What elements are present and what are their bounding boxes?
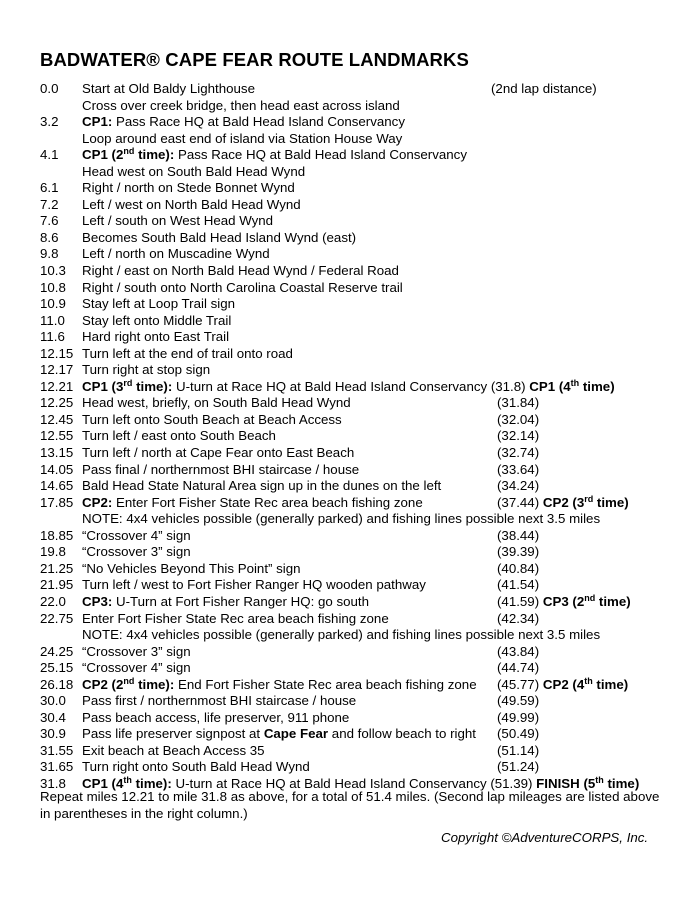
- landmark-row: [0, 180, 695, 197]
- mile-marker: 26.18: [40, 676, 74, 692]
- landmark-row: [0, 445, 695, 462]
- mile-marker: 25.15: [40, 660, 74, 676]
- landmark-row: [0, 428, 695, 445]
- landmark-row: [0, 462, 695, 479]
- mile-marker: 31.8: [40, 775, 66, 791]
- second-lap-distance: (40.84): [497, 560, 540, 576]
- second-lap-distance: (43.84): [497, 643, 540, 659]
- landmark-description: CP1 (4th time): U-turn at Race HQ at Bald Head Island Conservancy (51.39) FINISH (5th time): [82, 774, 640, 791]
- landmark-description: Bald Head State Natural Area sign up in the dunes on the left: [82, 478, 442, 494]
- checkpoint-note: CP2 (3rd time): [542, 493, 629, 510]
- mile-marker: 21.25: [40, 560, 74, 576]
- second-lap-distance: (34.24): [497, 478, 540, 494]
- mile-marker: 14.65: [40, 478, 74, 494]
- mile-marker: 24.25: [40, 643, 74, 659]
- mile-marker: 30.0: [40, 693, 66, 709]
- landmark-list: [0, 81, 695, 793]
- landmark-description: Turn left / east onto South Beach: [82, 428, 276, 444]
- landmark-description: “Crossover 3” sign: [82, 544, 191, 560]
- mile-marker: 4.1: [40, 147, 59, 163]
- mile-marker: 11.0: [40, 312, 65, 328]
- landmark-row: [0, 478, 695, 495]
- second-lap-distance: (33.64): [497, 461, 540, 477]
- mile-marker: 12.17: [40, 362, 74, 378]
- landmark-description: Loop around east end of island via Station House Way: [82, 130, 403, 146]
- landmark-description: Stay left onto Middle Trail: [82, 312, 232, 328]
- landmark-description: CP1 (3rd time): U-turn at Race HQ at Bald Head Island Conservancy (31.8) CP1 (4th time): [82, 377, 615, 394]
- landmark-description: CP2 (2nd time): End Fort Fisher State Rec area beach fishing zone: [82, 675, 477, 692]
- second-lap-distance: (49.99): [497, 709, 540, 725]
- landmark-description: “Crossover 3” sign: [82, 643, 191, 659]
- landmark-row: [0, 263, 695, 280]
- landmark-description: CP1 (2nd time): Pass Race HQ at Bald Head Island Conservancy: [82, 146, 467, 163]
- landmark-row: [0, 511, 695, 528]
- landmark-description: Turn left / west to Fort Fisher Ranger HQ wooden pathway: [82, 577, 426, 593]
- landmark-row: [0, 246, 695, 263]
- mile-marker: 3.2: [40, 114, 59, 130]
- footer-note: Repeat miles 12.21 to mile 31.8 as above, for a total of 51.4 miles. (Second lap mileages are listed above in parentheses in the right column.): [40, 789, 660, 821]
- mile-marker: 7.2: [40, 196, 59, 212]
- landmark-row: [0, 495, 695, 512]
- mile-marker: 7.6: [40, 213, 59, 229]
- landmark-description: Turn right at stop sign: [82, 362, 211, 378]
- mile-marker: 6.1: [40, 180, 59, 196]
- landmark-row: [0, 147, 695, 164]
- landmark-row: [0, 131, 695, 148]
- landmark-row: [0, 743, 695, 760]
- landmark-row: [0, 561, 695, 578]
- landmark-description: Start at Old Baldy Lighthouse: [82, 81, 255, 96]
- landmark-description: Left / west on North Bald Head Wynd: [82, 196, 301, 212]
- landmark-row: [0, 313, 695, 330]
- second-lap-distance: (41.54): [497, 577, 540, 593]
- landmark-description: Cross over creek bridge, then head east across island: [82, 97, 400, 113]
- mile-marker: 12.55: [40, 428, 74, 444]
- landmark-row: [0, 710, 695, 727]
- mile-marker: 18.85: [40, 527, 74, 543]
- mile-marker: 10.9: [40, 296, 66, 312]
- landmark-row: [0, 544, 695, 561]
- landmark-row: [0, 114, 695, 131]
- mile-marker: 19.8: [40, 544, 66, 560]
- landmark-description: Pass final / northernmost BHI staircase / house: [82, 461, 360, 477]
- mile-marker: 12.45: [40, 411, 74, 427]
- landmark-description: Hard right onto East Trail: [82, 329, 230, 345]
- landmark-row: [0, 677, 695, 694]
- checkpoint-note: CP3 (2nd time): [542, 592, 631, 609]
- landmark-row: [0, 693, 695, 710]
- landmark-row: [0, 627, 695, 644]
- landmark-row: [0, 395, 695, 412]
- second-lap-distance: (38.44): [497, 527, 540, 543]
- landmark-description: Turn left at the end of trail onto road: [82, 345, 293, 361]
- mile-marker: 21.95: [40, 577, 74, 593]
- mile-marker: 12.21: [40, 378, 74, 394]
- landmark-description: Turn left onto South Beach at Beach Access: [82, 411, 342, 427]
- checkpoint-note: CP2 (4th time): [542, 675, 629, 692]
- mile-marker: 12.15: [40, 345, 74, 361]
- landmark-description: Turn right onto South Bald Head Wynd: [82, 759, 310, 775]
- landmark-row: [0, 296, 695, 313]
- second-lap-distance: (2nd lap distance): [491, 81, 597, 96]
- mile-marker: 13.15: [40, 445, 74, 461]
- landmark-row: [0, 98, 695, 115]
- second-lap-distance: (51.24): [497, 759, 540, 775]
- landmark-description: Pass first / northernmost BHI staircase / house: [82, 693, 357, 709]
- second-lap-distance: (37.44) CP2 (3rd time): [497, 493, 629, 510]
- landmark-row: [0, 577, 695, 594]
- landmark-description: “No Vehicles Beyond This Point” sign: [82, 560, 301, 576]
- landmark-row: [0, 164, 695, 181]
- landmark-row: [0, 759, 695, 776]
- landmark-row: [0, 611, 695, 628]
- landmark-description: Left / north on Muscadine Wynd: [82, 246, 270, 262]
- landmark-description: Becomes South Bald Head Island Wynd (east): [82, 229, 357, 245]
- landmark-description: Head west, briefly, on South Bald Head Wynd: [82, 395, 351, 411]
- mile-marker: 17.85: [40, 494, 74, 510]
- mile-marker: 31.65: [40, 759, 74, 775]
- second-lap-distance: (32.14): [497, 428, 540, 444]
- mile-marker: 30.4: [40, 709, 66, 725]
- second-lap-distance: (50.49): [497, 726, 540, 742]
- mile-marker: 31.55: [40, 742, 74, 758]
- landmark-description: Left / south on West Head Wynd: [82, 213, 274, 229]
- page-title: BADWATER® CAPE FEAR ROUTE LANDMARKS: [40, 49, 469, 70]
- mile-marker: 12.25: [40, 395, 74, 411]
- landmark-row: [0, 412, 695, 429]
- mile-marker: 30.9: [40, 726, 66, 742]
- landmark-description: “Crossover 4” sign: [82, 660, 191, 676]
- landmark-description: NOTE: 4x4 vehicles possible (generally parked) and fishing lines possible next 3.5 miles: [82, 627, 601, 643]
- landmark-description: Stay left at Loop Trail sign: [82, 296, 235, 312]
- landmark-description: “Crossover 4” sign: [82, 527, 191, 543]
- mile-marker: 0.0: [40, 81, 59, 96]
- landmark-row: [0, 660, 695, 677]
- mile-marker: 11.6: [40, 329, 65, 345]
- second-lap-distance: (51.14): [497, 742, 540, 758]
- second-lap-distance: (49.59): [497, 693, 540, 709]
- landmark-description: Turn left / north at Cape Fear onto East Beach: [82, 445, 355, 461]
- mile-marker: 22.75: [40, 610, 74, 626]
- second-lap-distance: (31.84): [497, 395, 540, 411]
- landmark-description: Pass beach access, life preserver, 911 phone: [82, 709, 350, 725]
- landmark-description: CP1: Pass Race HQ at Bald Head Island Conservancy: [82, 114, 405, 130]
- landmark-row: [0, 329, 695, 346]
- landmark-row: [0, 230, 695, 247]
- landmark-description: NOTE: 4x4 vehicles possible (generally parked) and fishing lines possible next 3.5 miles: [82, 511, 601, 527]
- landmark-row: [0, 528, 695, 545]
- landmark-description: Right / east on North Bald Head Wynd / Federal Road: [82, 263, 399, 279]
- landmark-row: [0, 81, 695, 98]
- landmark-description: Exit beach at Beach Access 35: [82, 742, 265, 758]
- mile-marker: 10.3: [40, 263, 66, 279]
- mile-marker: 10.8: [40, 279, 66, 295]
- second-lap-distance: (44.74): [497, 660, 540, 676]
- mile-marker: 8.6: [40, 229, 59, 245]
- mile-marker: 22.0: [40, 593, 66, 609]
- landmark-description: Right / south onto North Carolina Coastal Reserve trail: [82, 279, 403, 295]
- landmark-row: [0, 726, 695, 743]
- second-lap-distance: (32.74): [497, 445, 540, 461]
- landmark-row: [0, 362, 695, 379]
- second-lap-distance: (45.77) CP2 (4th time): [497, 675, 629, 692]
- second-lap-distance: (41.59) CP3 (2nd time): [497, 592, 631, 609]
- landmark-row: [0, 346, 695, 363]
- landmark-row: [0, 594, 695, 611]
- landmark-description: Right / north on Stede Bonnet Wynd: [82, 180, 295, 196]
- landmark-row: [0, 379, 695, 396]
- landmark-description: Pass life preserver signpost at Cape Fear and follow beach to right: [82, 726, 476, 742]
- landmark-row: [0, 280, 695, 297]
- landmark-description: CP3: U-Turn at Fort Fisher Ranger HQ: go south: [82, 593, 369, 609]
- second-lap-distance: (42.34): [497, 610, 540, 626]
- landmark-row: [0, 644, 695, 661]
- landmark-description: CP2: Enter Fort Fisher State Rec area beach fishing zone: [82, 494, 423, 510]
- mile-marker: 14.05: [40, 461, 74, 477]
- landmark-description: Head west on South Bald Head Wynd: [82, 163, 306, 179]
- copyright-notice: Copyright ©AdventureCORPS, Inc.: [441, 830, 649, 845]
- mile-marker: 9.8: [40, 246, 59, 262]
- landmark-description: Enter Fort Fisher State Rec area beach fishing zone: [82, 610, 389, 626]
- landmark-row: [0, 197, 695, 214]
- second-lap-distance: (39.39): [497, 544, 540, 560]
- landmark-row: [0, 213, 695, 230]
- second-lap-distance: (32.04): [497, 411, 540, 427]
